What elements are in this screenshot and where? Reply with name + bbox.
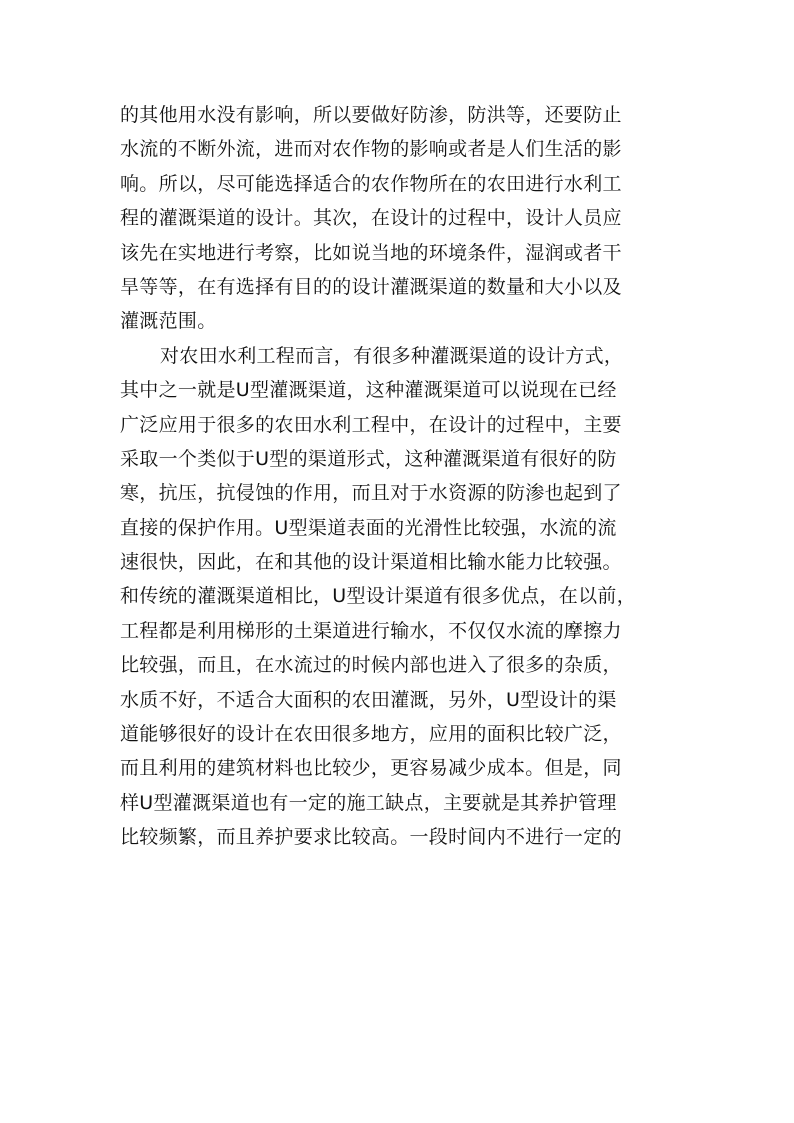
text-line-3: 响。所以，尽可能选择适合的农作物所在的农田进行水利工 (120, 172, 622, 195)
text-line-10: 广泛应用于很多的农田水利工程中，在设计的过程中，主要 (120, 413, 622, 436)
text-line-12: 寒，抗压，抗侵蚀的作用，而且对于水资源的防渗也起到了 (120, 482, 622, 505)
text-line-17: 比较强，而且，在水流过的时候内部也进入了很多的杂质， (120, 654, 622, 677)
text-line-6: 旱等等，在有选择有目的的设计灌溉渠道的数量和大小以及 (120, 275, 622, 298)
text-line-4: 程的灌溉渠道的设计。其次，在设计的过程中，设计人员应 (120, 207, 622, 230)
text-line-5: 该先在实地进行考察，比如说当地的环境条件，湿润或者干 (120, 241, 622, 264)
document-body (120, 98, 690, 855)
text-line-22: 比较频繁，而且养护要求比较高。一段时间内不进行一定的 (120, 826, 622, 849)
text-line-20: 而且利用的建筑材料也比较少，更容易减少成本。但是，同 (120, 757, 622, 780)
text-line-15: 和传统的灌溉渠道相比，U型设计渠道有很多优点，在以前， (120, 585, 637, 608)
text-line-18: 水质不好，不适合大面积的农田灌溉，另外，U型设计的渠 (120, 688, 617, 711)
text-line-2: 水流的不断外流，进而对农作物的影响或者是人们生活的影 (120, 138, 622, 161)
text-line-16: 工程都是利用梯形的土渠道进行输水，不仅仅水流的摩擦力 (120, 619, 622, 642)
paragraph-start-line: 对农田水利工程而言，有很多种灌溉渠道的设计方式， (160, 344, 624, 367)
text-line-14: 速很快，因此，在和其他的设计渠道相比输水能力比较强。 (120, 551, 622, 574)
text-line-19: 道能够很好的设计在农田很多地方，应用的面积比较广泛， (120, 723, 622, 746)
text-line-7: 灌溉范围。 (120, 310, 217, 333)
text-line-21: 样U型灌溉渠道也有一定的施工缺点，主要就是其养护管理 (120, 791, 617, 814)
text-line-11: 采取一个类似于U型的渠道形式，这种灌溉渠道有很好的防 (120, 447, 617, 470)
text-line-1: 的其他用水没有影响，所以要做好防渗，防洪等，还要防止 (120, 104, 622, 126)
text-line-9: 其中之一就是U型灌溉渠道，这种灌溉渠道可以说现在已经 (120, 379, 617, 402)
text-line-13: 直接的保护作用。U型渠道表面的光滑性比较强，水流的流 (120, 516, 617, 539)
